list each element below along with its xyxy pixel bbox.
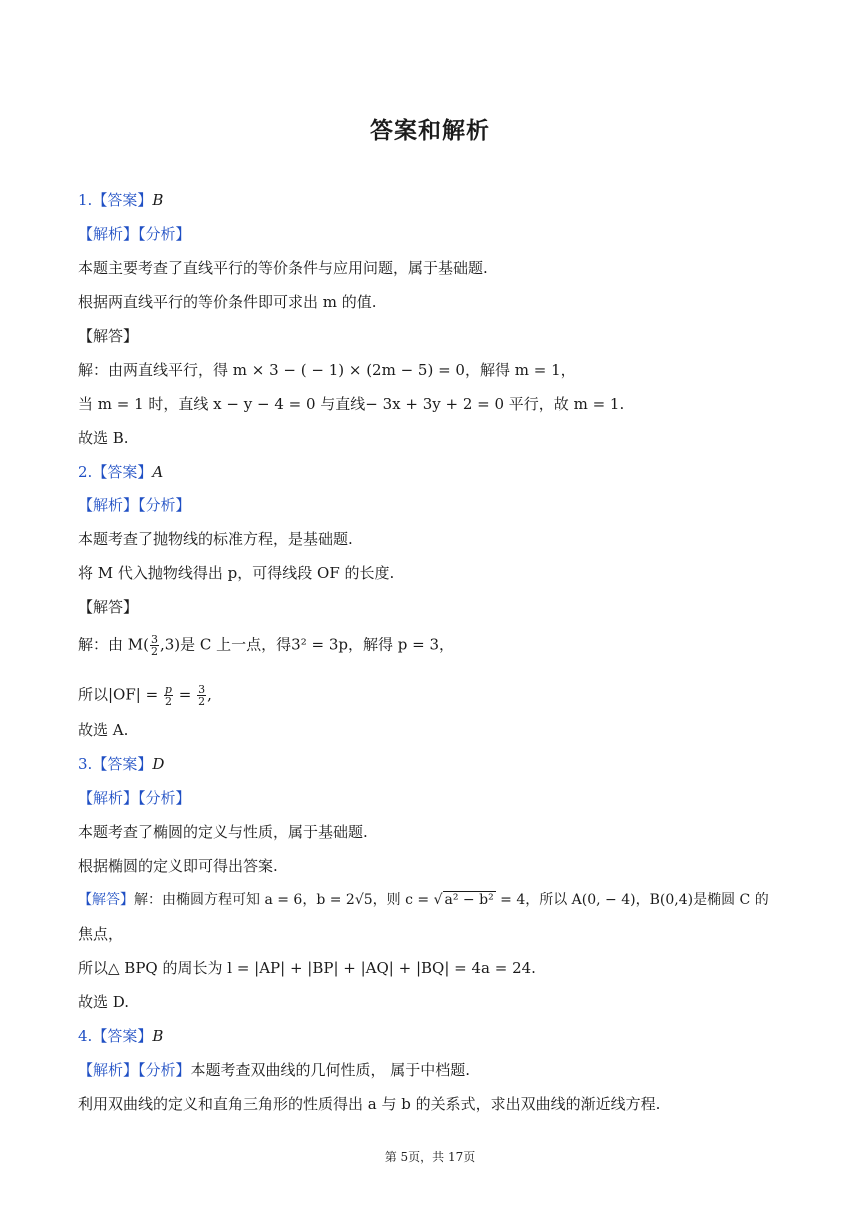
q2-analysis-1: 本题考查了抛物线的标准方程，是基础题.: [78, 530, 353, 548]
q1-tags: 【解析】【分析】: [78, 225, 191, 243]
q1-analysis-2: 根据两直线平行的等价条件即可求出 m 的值.: [78, 293, 377, 311]
q2-choose: 故选 A.: [78, 721, 129, 739]
q2-frac1-num: p: [164, 683, 172, 696]
q3-choose: 故选 D.: [78, 993, 130, 1011]
q2-frac2-den: 2: [198, 695, 206, 708]
q3-solve-1: 【解答】解：由椭圆方程可知 a = 6，b = 2√5，则 c = √ a² − b² = 4，所以 A(0, − 4)，B(0,4)是椭圆 C 的: [78, 892, 769, 908]
q2-solve-2: [78, 684, 800, 707]
q2-frac1-den: 2: [164, 695, 172, 708]
q3-number: 3.: [78, 755, 93, 773]
q4-tags-line: [78, 1060, 800, 1080]
q2-answer: A: [152, 463, 164, 481]
q1-answer-tag: 【答案】: [92, 191, 153, 209]
q3-analysis-2: 根据椭圆的定义即可得出答案.: [78, 857, 278, 875]
page-title: 答案和解析: [370, 118, 490, 144]
q2-solve-2-mid: =: [173, 685, 197, 704]
q3-answer: D: [152, 755, 165, 773]
q2-frac2-num: 3: [198, 683, 206, 696]
q3-solve-1-pre: 解：由椭圆方程可知 a = 6，b = 2√5，则 c =: [134, 892, 434, 908]
q3-solve-1-wrap: 焦点，: [78, 925, 124, 943]
q1-solve-1: 解：由两直线平行，得 m × 3 − ( − 1) × (2m − 5) = 0，解得 m = 1，: [78, 361, 576, 379]
q1-solve-tag: 【解答】: [78, 327, 139, 345]
q2-analysis-2: 将 M 代入抛物线得出 p，可得线段 OF 的长度.: [78, 564, 395, 582]
page-footer: 第 5页，共 17页: [384, 1150, 476, 1164]
q4-tags-text: 本题考查双曲线的几何性质， 属于中档题.: [190, 1061, 471, 1079]
q4-answer-tag: 【答案】: [92, 1027, 153, 1045]
q2-frac-num: 3: [150, 633, 158, 646]
q1-solve-2: 当 m = 1 时，直线 x − y − 4 = 0 与直线− 3x + 3y + 2 = 0 平行，故 m = 1.: [78, 395, 625, 413]
q2-number: 2.: [78, 463, 93, 481]
q2-answer-tag: 【答案】: [92, 463, 153, 481]
q3-tags: 【解析】【分析】: [78, 789, 191, 807]
q2-solve-1: [78, 634, 800, 657]
q2-solve-2-pre: 所以|OF| =: [78, 685, 163, 704]
q2-fraction-3-2: [150, 634, 159, 657]
q2-solve-1-post: ,3)是 C 上一点，得3² = 3p，解得 p = 3，: [159, 635, 454, 654]
q2-tags: 【解析】【分析】: [78, 496, 191, 514]
q1-number: 1.: [78, 191, 93, 209]
q4-number: 4.: [78, 1027, 93, 1045]
q3-solve-tag: 【解答】: [78, 892, 134, 908]
q2-answer-header: [78, 462, 800, 482]
q2-solve-2-post: ,: [207, 685, 212, 704]
q1-answer-header: [78, 190, 800, 210]
q3-answer-header: [78, 754, 800, 774]
q3-answer-tag: 【答案】: [92, 755, 153, 773]
q3-solve-1-post: = 4，所以 A(0, − 4)，B(0,4)是椭圆 C 的: [495, 892, 769, 908]
q3-solve-2: 所以△ BPQ 的周长为 l = |AP| + |BP| + |AQ| + |BQ| = 4a = 24.: [78, 959, 536, 977]
q3-analysis-1: 本题考查了椭圆的定义与性质，属于基础题.: [78, 823, 368, 841]
q3-sqrt-expr: a² − b²: [444, 892, 494, 908]
q1-choose: 故选 B.: [78, 429, 129, 447]
q4-answer-header: [78, 1026, 800, 1046]
q2-fraction-p-2: [164, 684, 173, 707]
q4-tags: 【解析】【分析】: [78, 1061, 191, 1079]
q2-solve-1-pre: 解：由 M(: [78, 635, 149, 654]
q2-solve-tag: 【解答】: [78, 598, 139, 616]
q1-answer: B: [152, 191, 164, 209]
q2-frac-den: 2: [150, 645, 158, 658]
q4-answer: B: [152, 1027, 164, 1045]
q2-fraction-3-2b: [197, 684, 206, 707]
q4-analysis-1: 利用双曲线的定义和直角三角形的性质得出 a 与 b 的关系式，求出双曲线的渐近线方程.: [78, 1095, 661, 1113]
q1-analysis-1: 本题主要考查了直线平行的等价条件与应用问题，属于基础题.: [78, 259, 488, 277]
